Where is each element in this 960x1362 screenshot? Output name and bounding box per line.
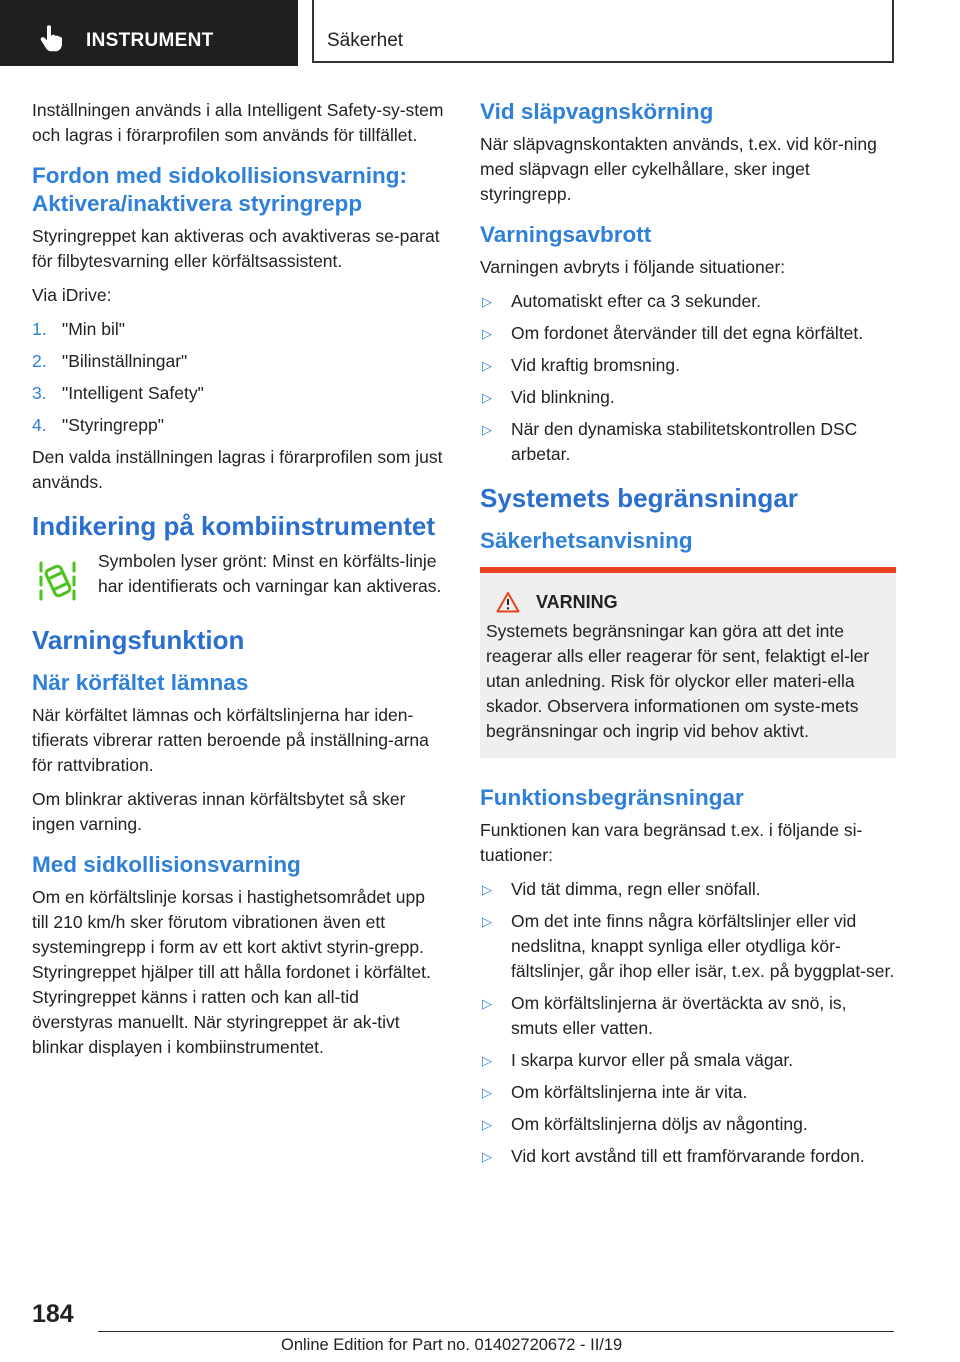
list-item: ▷ Om körfältslinjerna är övertäckta av snö, is, smuts eller vatten.: [480, 991, 896, 1041]
list-item: ▷ Vid tät dimma, regn eller snöfall.: [480, 877, 896, 902]
paragraph-styr: Styringreppet kan aktiveras och avaktiveras se-parat för filbytesvarning eller körfältsassistent.: [32, 226, 440, 271]
hand-pointer-icon: [40, 24, 64, 52]
triangle-bullet-icon: ▷: [482, 996, 492, 1011]
paragraph-via: Via iDrive:: [32, 285, 112, 305]
section-tab: [0, 0, 298, 66]
idrive-steps: [32, 317, 444, 438]
lane-departure-icon: [32, 549, 98, 609]
list-item: ▷ Om fordonet återvänder till det egna körfältet.: [480, 321, 896, 346]
avbrott-list: [480, 289, 896, 467]
warning-triangle-icon: [496, 591, 520, 613]
funktion-list: [480, 877, 896, 1169]
list-item: 3. "Intelligent Safety": [32, 383, 204, 403]
heading-varningsavbrott: Varningsavbrott: [480, 222, 652, 247]
heading-slapvagn: Vid släpvagnskörning: [480, 99, 714, 124]
intro-paragraph: Inställningen används i alla Intelligent Safety-sy-stem och lagras i förarprofilen som används för tillfället.: [32, 100, 444, 145]
paragraph-sidkollision: Om en körfältslinje korsas i hastighetsområdet upp till 210 km/h sker förutom vibrationen även ett systemingrepp i form av ett kort aktivt styrin-grepp. Styringreppet hjälper till att hålla fordonet i körfältet. Styringreppet känns i ratten och kan all-tid överstyras manuellt. När styringreppet är ak-tivt blinkar displayen i kombiinstrumentet.: [32, 887, 431, 1057]
warning-header: [496, 591, 888, 613]
triangle-bullet-icon: ▷: [482, 1117, 492, 1132]
paragraph-lamnas-2: Om blinkrar aktiveras innan körfältsbytet så sker ingen varning.: [32, 789, 406, 834]
paragraph-slapvagn: När släpvagnskontakten används, t.ex. vid kör-ning med släpvagn eller cykelhållare, sker inget styringrepp.: [480, 134, 877, 204]
paragraph-valda: Den valda inställningen lagras i förarprofilen som just används.: [32, 447, 443, 492]
chapter-title: Säkerhet: [327, 30, 404, 51]
list-item: ▷ Om körfältslinjerna döljs av någonting.: [480, 1112, 896, 1137]
chapter-tab: [312, 0, 894, 63]
list-item: ▷ Automatiskt efter ca 3 sekunder.: [480, 289, 896, 314]
right-column: [480, 98, 896, 1176]
triangle-bullet-icon: ▷: [482, 390, 492, 405]
heading-fordon: Fordon med sidokollisionsvarning: Aktivera/inaktivera styringrepp: [32, 163, 408, 216]
paragraph-symbol: Symbolen lyser grönt: Minst en körfälts-linje har identifierats och varningar kan aktiveras.: [98, 551, 442, 596]
list-item: ▷ Vid blinkning.: [480, 385, 896, 410]
heading-funktionsbegransningar: Funktionsbegränsningar: [480, 785, 744, 810]
warning-title: VARNING: [536, 591, 618, 612]
list-item: ▷ Om det inte finns några körfältslinjer eller vid nedslitna, knappt synliga eller otydliga kör-fältslinjer, går ihop eller isär, t.ex. på byggplat-ser.: [480, 909, 896, 984]
triangle-bullet-icon: ▷: [482, 294, 492, 309]
footer-divider: [98, 1331, 894, 1332]
paragraph-varningsavbrott: Varningen avbryts i följande situationer:: [480, 257, 786, 277]
triangle-bullet-icon: ▷: [482, 422, 492, 437]
edition-text: Online Edition for Part no. 01402720672 - II/19: [281, 1336, 623, 1354]
heading-begransningar: Systemets begränsningar: [480, 483, 798, 513]
triangle-bullet-icon: ▷: [482, 1085, 492, 1100]
heading-lamnas: När körfältet lämnas: [32, 670, 249, 695]
paragraph-funktion: Funktionen kan vara begränsad t.ex. i följande si-tuationer:: [480, 820, 863, 865]
symbol-row: [32, 549, 444, 609]
triangle-bullet-icon: ▷: [482, 326, 492, 341]
heading-sidkollision: Med sidkollisionsvarning: [32, 852, 301, 877]
list-item: 2. "Bilinställningar": [32, 351, 188, 371]
page-number: 184: [32, 1300, 74, 1328]
section-title: INSTRUMENT: [86, 30, 214, 51]
heading-sakerhetsanvisning: Säkerhetsanvisning: [480, 528, 693, 553]
heading-indikering: Indikering på kombiinstrumentet: [32, 511, 436, 541]
list-item: ▷ Om körfältslinjerna inte är vita.: [480, 1080, 896, 1105]
warning-box: [480, 567, 896, 758]
triangle-bullet-icon: ▷: [482, 1149, 492, 1164]
list-item: ▷ I skarpa kurvor eller på smala vägar.: [480, 1048, 896, 1073]
list-item: 1. "Min bil": [32, 319, 125, 339]
paragraph-lamnas-1: När körfältet lämnas och körfältslinjerna har iden-tifierats vibrerar ratten beroende på inställning-arna för rattvibration.: [32, 705, 429, 775]
list-item: 4. "Styringrepp": [32, 415, 164, 435]
heading-varningsfunktion: Varningsfunktion: [32, 625, 245, 655]
triangle-bullet-icon: ▷: [482, 358, 492, 373]
list-item: ▷ Vid kort avstånd till ett framförvarande fordon.: [480, 1144, 896, 1169]
triangle-bullet-icon: ▷: [482, 1053, 492, 1068]
list-item: ▷ När den dynamiska stabilitetskontrollen DSC arbetar.: [480, 417, 896, 467]
triangle-bullet-icon: ▷: [482, 914, 492, 929]
list-item: ▷ Vid kraftig bromsning.: [480, 353, 896, 378]
left-column: [32, 98, 444, 1069]
triangle-bullet-icon: ▷: [482, 882, 492, 897]
warning-text: Systemets begränsningar kan göra att det inte reagerar alls eller reagerar för sent, felaktigt el-ler utan anledning. Risk för olyckor eller materi-ella skador. Observera informationen om syste-mets begränsningar och ingrip vid behov aktivt.: [486, 621, 870, 741]
